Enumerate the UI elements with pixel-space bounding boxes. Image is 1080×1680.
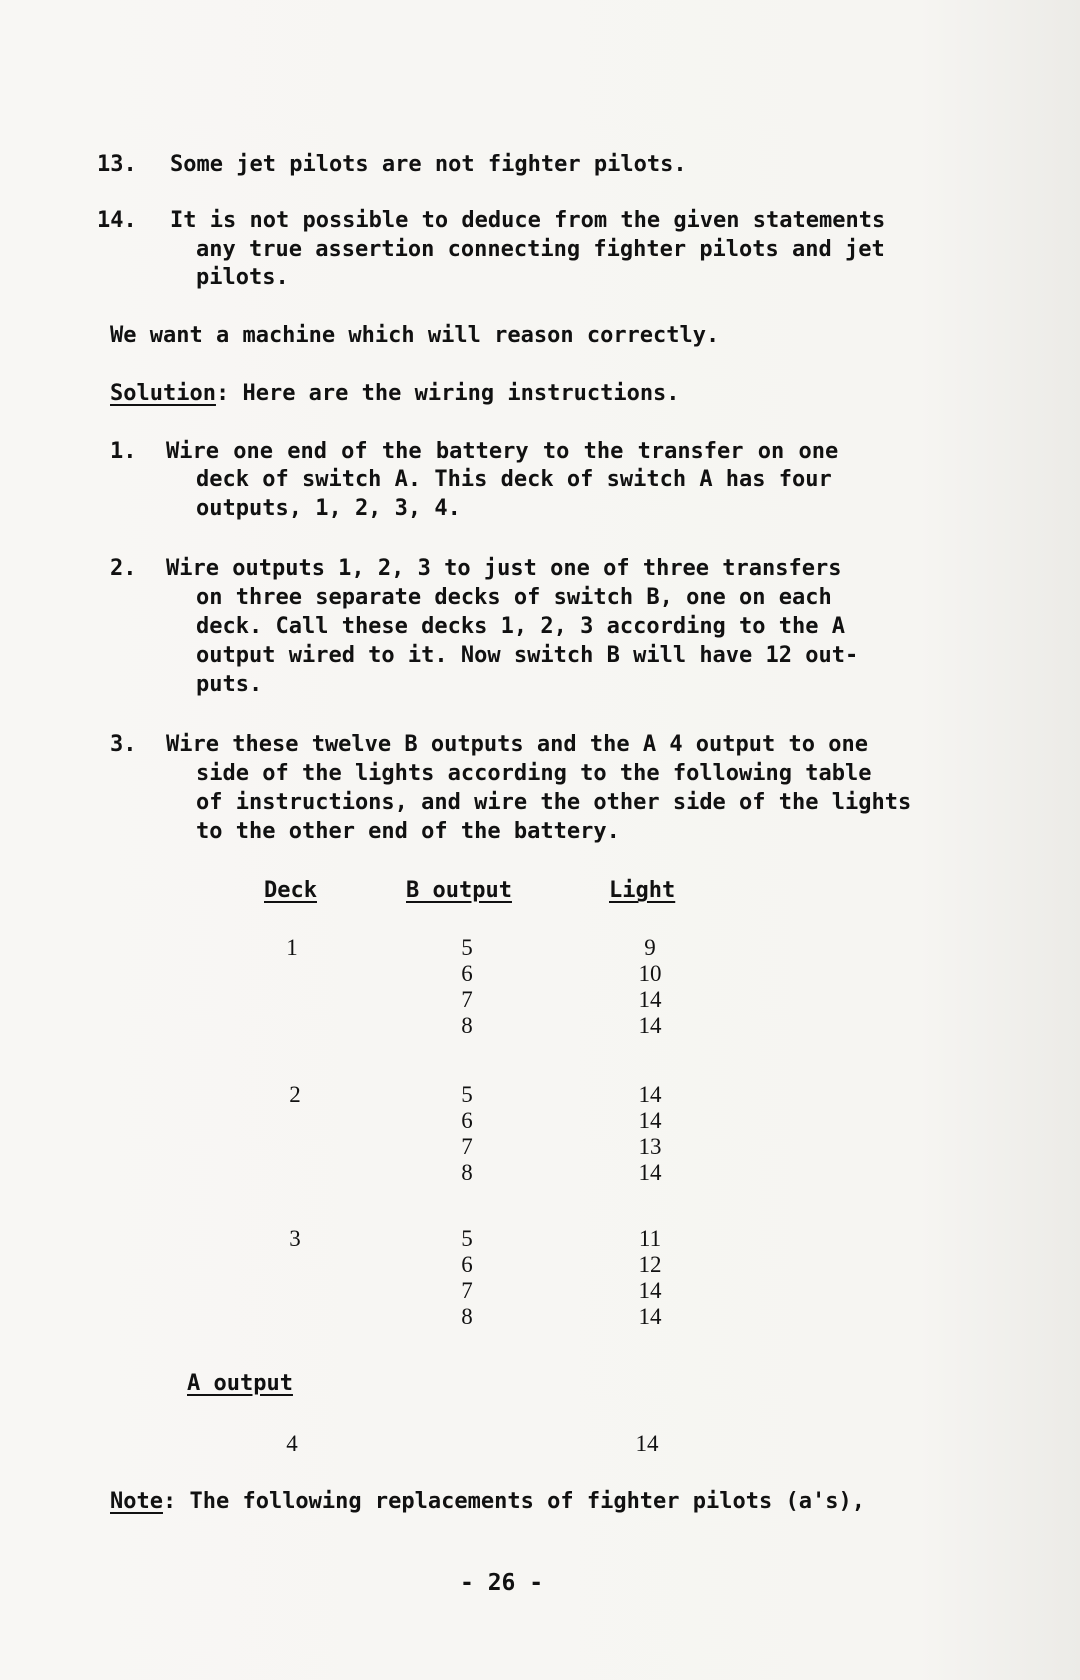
table-group-3-lights (620, 1226, 680, 1330)
page-number: - 26 - (460, 1570, 544, 1596)
a-output-header: A output (187, 1371, 293, 1396)
step-2-line-4: output wired to it. Now switch B will have 12 out- (196, 643, 859, 668)
a-output-value: 4 (286, 1431, 298, 1456)
item-14-line-2: any true assertion connecting fighter pilots and jet (196, 237, 885, 262)
table-cell: 11 (638, 1226, 662, 1251)
table-cell: 7 (461, 1134, 473, 1159)
a-output-light: 14 (635, 1431, 659, 1456)
table-cell: 6 (461, 961, 473, 986)
item-14-number: 14. (97, 208, 137, 233)
item-14-line-1: It is not possible to deduce from the given statements (170, 208, 886, 233)
item-14-line-3: pilots. (196, 265, 289, 290)
table-cell: 14 (638, 1082, 662, 1107)
table-cell: 14 (638, 1304, 662, 1329)
table-cell: 7 (461, 1278, 473, 1303)
table-cell: 14 (638, 1108, 662, 1133)
table-cell: 8 (461, 1160, 473, 1185)
step-1-line-1: Wire one end of the battery to the transfer on one (166, 439, 839, 464)
table-group-3-b-outputs (437, 1226, 497, 1330)
table-cell: 5 (461, 1082, 473, 1107)
step-1-number: 1. (110, 439, 137, 464)
table-cell: 10 (638, 961, 662, 986)
table-header-deck: Deck (264, 878, 317, 903)
table-cell: 12 (638, 1252, 662, 1277)
intro-paragraph: We want a machine which will reason correctly. (110, 323, 720, 348)
table-cell: 6 (461, 1252, 473, 1277)
step-2-line-2: on three separate decks of switch B, one on each (196, 585, 832, 610)
table-group-1-deck: 1 (286, 935, 298, 960)
table-group-3-deck: 3 (289, 1226, 301, 1251)
step-2-line-1: Wire outputs 1, 2, 3 to just one of three transfers (166, 556, 842, 581)
table-cell: 14 (638, 987, 662, 1012)
table-group-1-b-outputs (437, 935, 497, 1039)
step-3-line-4: to the other end of the battery. (196, 819, 620, 844)
item-13-line-1: Some jet pilots are not fighter pilots. (170, 152, 687, 177)
table-cell: 13 (638, 1134, 662, 1159)
step-1-line-2: deck of switch A. This deck of switch A has four (196, 467, 832, 492)
table-cell: 8 (461, 1013, 473, 1038)
solution-text: : Here are the wiring instructions. (215, 381, 680, 406)
table-cell: 14 (638, 1278, 662, 1303)
solution-label: Solution (110, 381, 216, 406)
table-cell: 9 (644, 935, 656, 960)
table-cell: 14 (638, 1160, 662, 1185)
table-header-b-output: B output (406, 878, 512, 903)
table-group-2-lights (620, 1082, 680, 1186)
step-3-line-3: of instructions, and wire the other side of the lights (196, 790, 912, 815)
table-group-1-lights (620, 935, 680, 1039)
item-13-number: 13. (97, 152, 137, 177)
table-cell: 6 (461, 1108, 473, 1133)
note-text: : The following replacements of fighter pilots (a's), (162, 1489, 865, 1514)
step-1-line-3: outputs, 1, 2, 3, 4. (196, 496, 461, 521)
table-header-light: Light (609, 878, 676, 903)
table-group-2-b-outputs (437, 1082, 497, 1186)
solution-heading (110, 380, 680, 408)
table-cell: 5 (461, 935, 473, 960)
table-group-2-deck: 2 (289, 1082, 301, 1107)
note-paragraph (110, 1488, 865, 1516)
step-3-line-1: Wire these twelve B outputs and the A 4 output to one (166, 732, 868, 757)
note-label: Note (110, 1489, 163, 1514)
table-cell: 5 (461, 1226, 473, 1251)
step-3-line-2: side of the lights according to the following table (196, 761, 872, 786)
step-2-line-3: deck. Call these decks 1, 2, 3 according to the A (196, 614, 846, 639)
table-cell: 7 (461, 987, 473, 1012)
table-cell: 8 (461, 1304, 473, 1329)
step-3-number: 3. (110, 732, 137, 757)
step-2-line-5: puts. (196, 672, 263, 697)
step-2-number: 2. (110, 556, 137, 581)
table-cell: 14 (638, 1013, 662, 1038)
